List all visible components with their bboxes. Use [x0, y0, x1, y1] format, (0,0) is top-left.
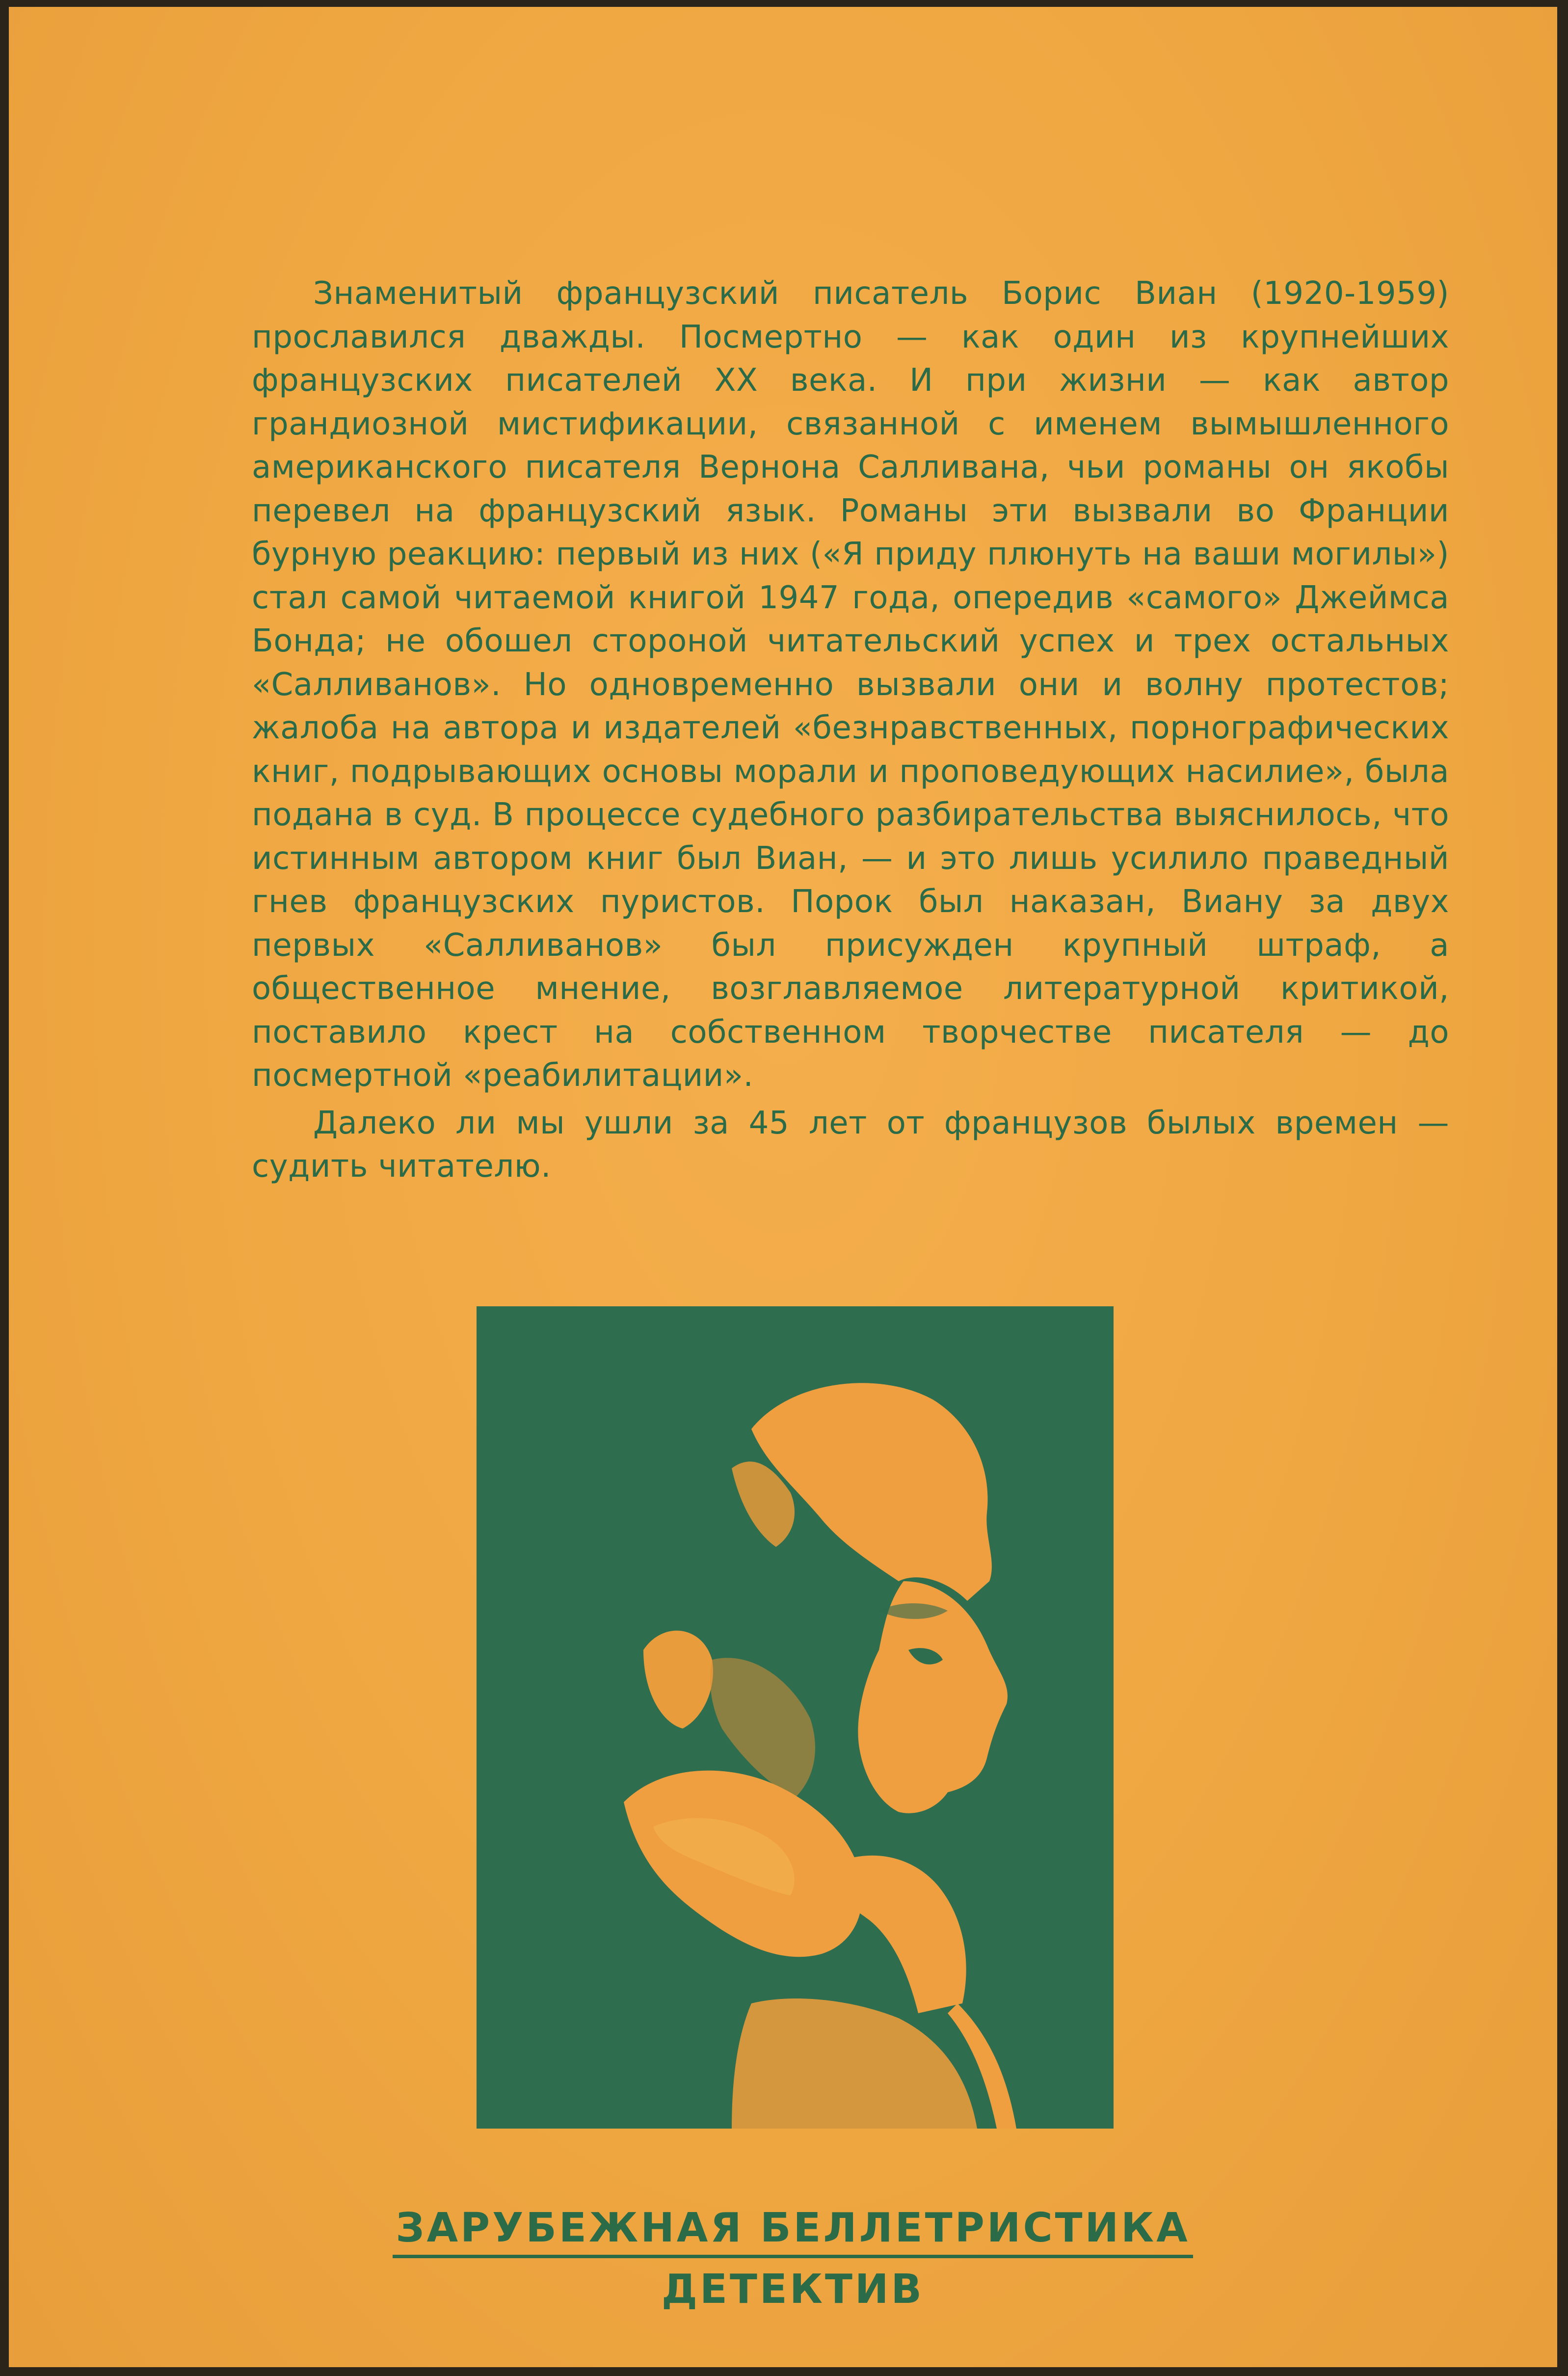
portrait-image — [477, 1306, 1114, 2129]
cover-blurb — [252, 272, 1449, 1188]
blurb-paragraph-2: Далеко ли мы ушли за 45 лет от французов былых времен — судить читателю. — [252, 1105, 1449, 1185]
series-genre: ДЕТЕКТИВ — [661, 2266, 925, 2313]
series-name: ЗАРУБЕЖНАЯ БЕЛЛЕТРИСТИКА — [393, 2204, 1193, 2258]
blurb-paragraph-1: Знаменитый французский писатель Борис Виан (1920-1959) прославился дважды. Посмертно — как один из крупнейших французских писателей XX века. И при жизни — как автор грандиозной мистификации, связанной с именем вымышленного американского писателя Вернона Салливана, чьи романы он якобы перевел на французский язык. Романы эти вызвали во Франции бурную реакцию: первый из них («Я приду плюнуть на ваши могилы») стал самой читаемой книгой 1947 года, опередив «самого» Джеймса Бонда; не обошел стороной читательский успех и трех остальных «Салливанов». Но одновременно вызвали они и волну протестов; жалоба на автора и издателей «безнравственных, порнографических книг, подрывающих основы морали и проповедующих насилие», была подана в суд. В процессе судебного разбирательства выяснилось, что истинным автором книг был Виан, — и это лишь усилило праведный гнев французских пуристов. Порок был наказан, Виану за двух первых «Салливанов» был присужден крупный штраф, а общественное мнение, возглавляемое литературной критикой, поставило крест на собственном творчестве писателя — до посмертной «реабилитации». — [252, 275, 1449, 1094]
series-title — [9, 2204, 1568, 2258]
author-portrait — [477, 1306, 1114, 2129]
